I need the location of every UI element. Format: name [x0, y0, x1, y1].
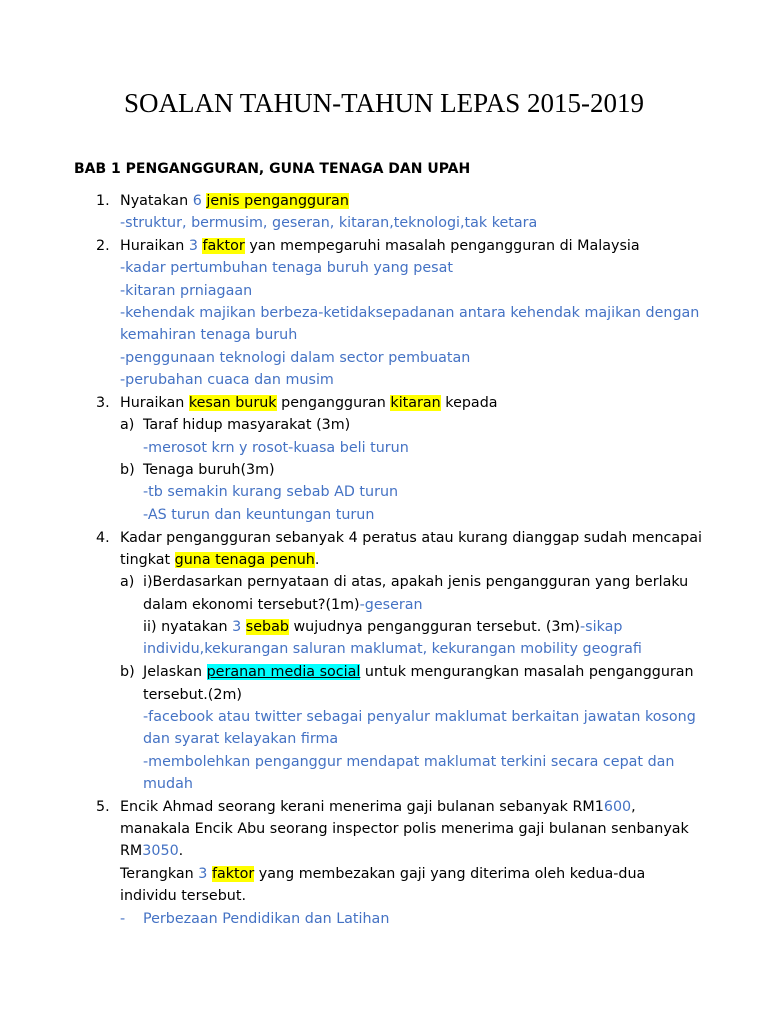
q3-text-1: Huraikan: [120, 395, 189, 411]
question-2-number: 2.: [96, 238, 110, 254]
q5-answer-1: Perbezaan Pendidikan dan Latihan: [143, 911, 390, 927]
q5-line-5: individu tersebut.: [120, 888, 247, 904]
q4-a-line-3-text-3: wujudnya pengangguran tersebut. (3m): [288, 619, 580, 635]
q5-line-4: [120, 863, 645, 885]
q2-answer-5: -penggunaan teknologi dalam sector pembuatan: [120, 350, 471, 366]
q5-line-3-text: RM: [120, 843, 143, 859]
q4-b-highlight: peranan media social: [206, 664, 361, 680]
page-title: SOALAN TAHUN-TAHUN LEPAS 2015-2019: [124, 88, 644, 118]
q4-a-line-3-answer: -sikap: [580, 619, 623, 635]
q4-a-line-2-answer: -geseran: [359, 597, 423, 613]
q4-a-line-3: [143, 616, 622, 638]
q2-answer-6: -perubahan cuaca dan musim: [120, 372, 334, 388]
q4-a-line-3-highlight: sebab: [245, 619, 289, 635]
question-3-text: [120, 392, 498, 414]
q2-answer-4: kemahiran tenaga buruh: [120, 327, 298, 343]
q4-line-2-end: .: [314, 552, 320, 568]
q2-highlight: faktor: [202, 238, 245, 254]
q4-a-label: a): [120, 574, 135, 590]
q2-text-3: yan mempegaruhi masalah pengangguran di Malaysia: [244, 238, 640, 254]
q4-b-answer-4: mudah: [143, 776, 193, 792]
q2-answer-3: -kehendak majikan berbeza-ketidaksepadanan antara kehendak majikan dengan: [120, 305, 700, 321]
question-1-text: [120, 190, 349, 212]
q2-count: 3: [188, 238, 203, 254]
q4-b-line-2: tersebut.(2m): [143, 687, 242, 703]
q4-b-answer-3: -membolehkan penganggur mendapat maklumat terkini secara cepat dan: [143, 754, 675, 770]
q4-line-2: [120, 549, 319, 571]
q3-highlight-1: kesan buruk: [188, 395, 277, 411]
q3-b-text: Tenaga buruh(3m): [143, 462, 275, 478]
q5-line-1-text: Encik Ahmad seorang kerani menerima gaji bulanan sebanyak RM1: [120, 799, 604, 815]
q4-a-line-3-count: 3: [232, 619, 246, 635]
q5-line-3-number: 3050: [142, 843, 179, 859]
q2-answer-2: -kitaran prniagaan: [120, 283, 253, 299]
q2-answer-1: -kadar pertumbuhan tenaga buruh yang pesat: [120, 260, 453, 276]
q4-line-2-text: tingkat: [120, 552, 175, 568]
q5-line-3-end: .: [178, 843, 184, 859]
q1-answer: -struktur, bermusim, geseran, kitaran,teknologi,tak ketara: [120, 215, 538, 231]
q4-b-text-1: Jelaskan: [143, 664, 207, 680]
q3-b-label: b): [120, 462, 135, 478]
q3-a-label: a): [120, 417, 135, 433]
q3-text-3: kepada: [440, 395, 498, 411]
q4-b-label: b): [120, 664, 135, 680]
q3-b-answer-2: -AS turun dan keuntungan turun: [143, 507, 375, 523]
q5-line-2: manakala Encik Abu seorang inspector polis menerima gaji bulanan senbanyak: [120, 821, 689, 837]
q1-text-1: Nyatakan: [120, 193, 193, 209]
q5-line-1-end: ,: [631, 799, 636, 815]
q5-line-4-highlight: faktor: [211, 866, 255, 882]
q4-a-line-2: [143, 594, 423, 616]
question-2-text: [120, 235, 640, 257]
chapter-heading: BAB 1 PENGANGGURAN, GUNA TENAGA DAN UPAH: [74, 161, 471, 177]
q1-highlight: jenis pengangguran: [206, 193, 349, 209]
q4-b-answer-1: -facebook atau twitter sebagai penyalur maklumat berkaitan jawatan kosong: [143, 709, 696, 725]
q5-line-4-count: 3: [198, 866, 212, 882]
q4-a-line-3-text-1: ii) nyatakan: [143, 619, 233, 635]
question-4-number: 4.: [96, 530, 110, 546]
question-3-number: 3.: [96, 395, 110, 411]
q3-text-2: pengangguran: [276, 395, 391, 411]
q5-line-1: [120, 796, 636, 818]
q5-line-3: [120, 840, 183, 862]
q5-line-4-text-1: Terangkan: [120, 866, 199, 882]
question-5-number: 5.: [96, 799, 110, 815]
q3-highlight-2: kitaran: [390, 395, 441, 411]
q4-line-1: Kadar pengangguran sebanyak 4 peratus atau kurang dianggap sudah mencapai: [120, 530, 702, 546]
q3-a-text: Taraf hidup masyarakat (3m): [143, 417, 351, 433]
q5-line-4-text-3: yang membezakan gaji yang diterima oleh kedua-dua: [254, 866, 646, 882]
q4-b-answer-2: dan syarat kelayakan firma: [143, 731, 339, 747]
q4-highlight: guna tenaga penuh: [174, 552, 315, 568]
q1-count: 6: [192, 193, 207, 209]
q4-b-line-1: [143, 661, 694, 683]
q4-a-line-2-text: dalam ekonomi tersebut?(1m): [143, 597, 360, 613]
q4-a-line-4: individu,kekurangan saluran maklumat, kekurangan mobility geografi: [143, 641, 642, 657]
q5-line-1-number: 600: [603, 799, 632, 815]
q2-text-1: Huraikan: [120, 238, 189, 254]
question-1-number: 1.: [96, 193, 110, 209]
q5-answer-dash: -: [120, 911, 126, 927]
q3-b-answer-1: -tb semakin kurang sebab AD turun: [143, 484, 399, 500]
q4-a-line-1: i)Berdasarkan pernyataan di atas, apakah jenis pengangguran yang berlaku: [143, 574, 689, 590]
q4-b-text-2: untuk mengurangkan masalah pengangguran: [360, 664, 694, 680]
q3-a-answer: -merosot krn y rosot-kuasa beli turun: [143, 440, 409, 456]
